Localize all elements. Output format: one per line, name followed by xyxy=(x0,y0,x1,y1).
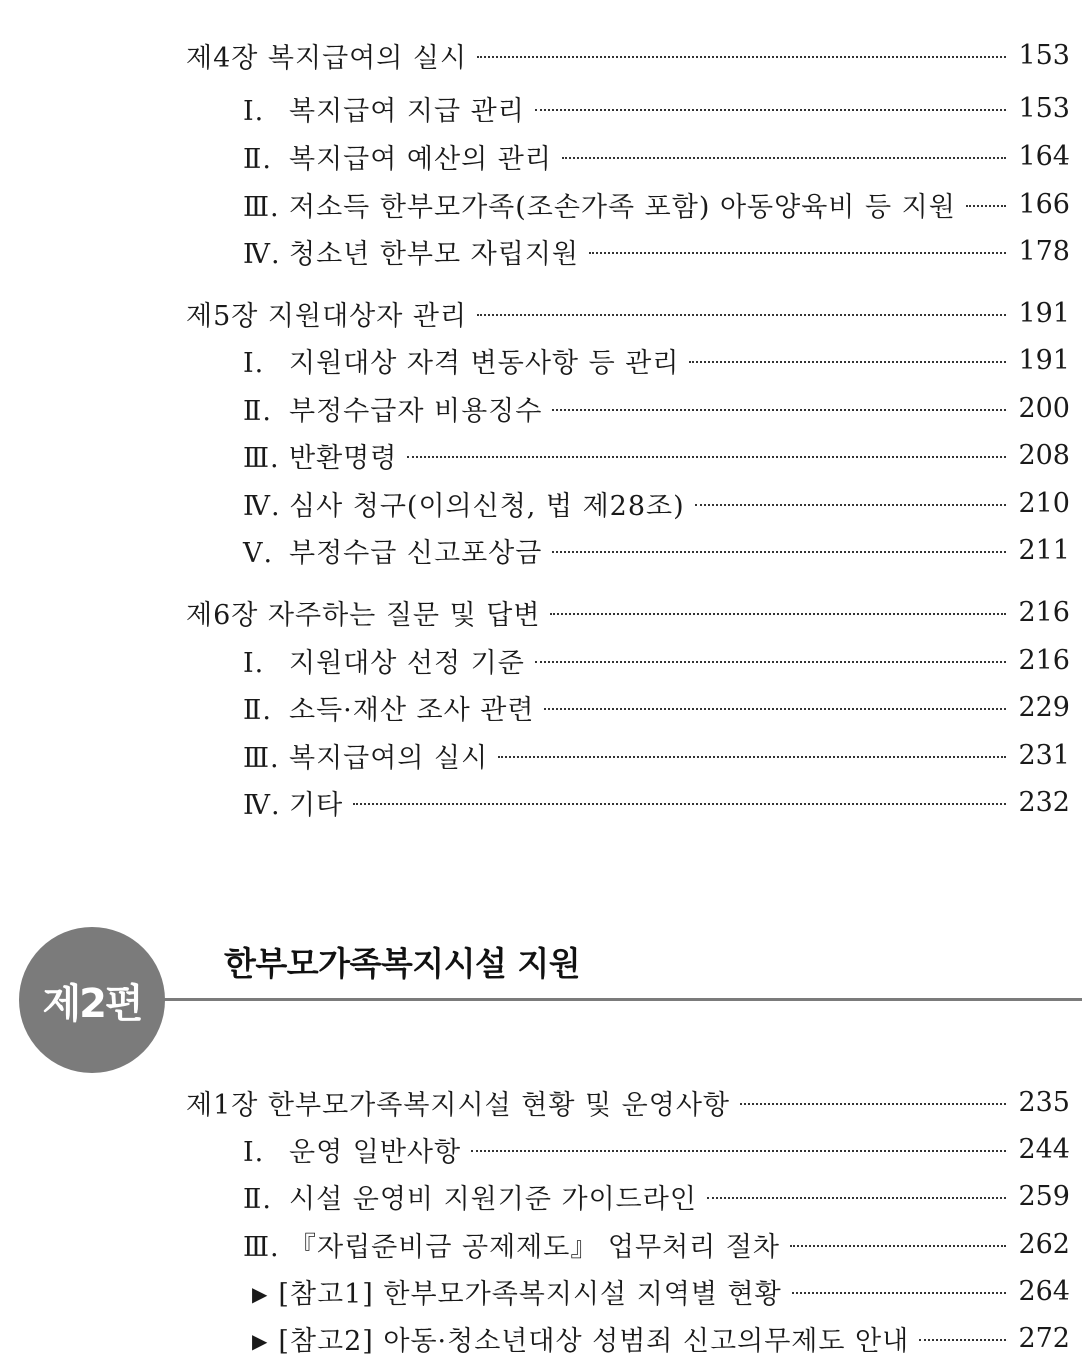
section-title: 지원대상 선정 기준 xyxy=(289,647,525,679)
page-number: 231 xyxy=(1018,739,1070,771)
section-title: 소득·재산 조사 관련 xyxy=(289,694,535,726)
page-number: 191 xyxy=(1018,297,1070,329)
toc-section[interactable] xyxy=(243,184,1070,224)
section-title: 부정수급 신고포상금 xyxy=(289,537,543,569)
chapter-title: 제1장 한부모가족복지시설 현황 및 운영사항 xyxy=(186,1089,730,1121)
section-numeral: Ⅰ. xyxy=(243,95,265,127)
dot-leader xyxy=(477,56,1006,58)
toc-section[interactable] xyxy=(243,340,1070,380)
dot-leader xyxy=(562,157,1007,159)
toc-section[interactable] xyxy=(243,1176,1070,1216)
page-number: 191 xyxy=(1018,344,1070,376)
triangle-bullet-icon: ▶ xyxy=(252,1328,269,1353)
part-divider-line xyxy=(150,998,1082,1001)
toc-reference[interactable] xyxy=(252,1271,1070,1311)
section-title: 심사 청구(이의신청, 법 제28조) xyxy=(289,490,685,522)
toc-chapter-5[interactable] xyxy=(186,293,1070,333)
chapter-title: 제5장 지원대상자 관리 xyxy=(186,300,468,332)
section-numeral: Ⅳ. xyxy=(243,238,281,270)
page-number: 178 xyxy=(1018,235,1070,267)
section-title: 복지급여 예산의 관리 xyxy=(289,143,552,175)
page-number: 232 xyxy=(1018,786,1070,818)
section-title: 시설 운영비 지원기준 가이드라인 xyxy=(289,1183,697,1215)
toc-section[interactable] xyxy=(243,231,1070,271)
dot-leader xyxy=(535,661,1007,663)
section-title: 반환명령 xyxy=(289,442,398,474)
section-title: 『자립준비금 공제제도』 업무처리 절차 xyxy=(289,1231,780,1263)
dot-leader xyxy=(792,1292,1007,1294)
toc-section[interactable] xyxy=(243,782,1070,822)
page-number: 210 xyxy=(1018,487,1070,519)
dot-leader xyxy=(695,504,1007,506)
page-number: 229 xyxy=(1018,691,1070,723)
section-numeral: Ⅳ. xyxy=(243,789,281,821)
section-numeral: Ⅲ. xyxy=(243,191,280,223)
toc-section[interactable] xyxy=(243,483,1070,523)
toc-section[interactable] xyxy=(243,687,1070,727)
toc-section[interactable] xyxy=(243,388,1070,428)
triangle-bullet-icon: ▶ xyxy=(252,1281,269,1306)
page-number: 216 xyxy=(1018,644,1070,676)
dot-leader xyxy=(552,409,1006,411)
page-number: 244 xyxy=(1018,1133,1070,1165)
section-numeral: Ⅳ. xyxy=(243,490,281,522)
section-numeral: Ⅰ. xyxy=(243,647,265,679)
dot-leader xyxy=(966,205,1007,207)
page-number: 153 xyxy=(1018,39,1070,71)
part-badge xyxy=(19,927,165,1073)
section-numeral: Ⅱ. xyxy=(243,395,272,427)
page-number: 200 xyxy=(1018,392,1070,424)
section-numeral: Ⅰ. xyxy=(243,1136,265,1168)
section-title: 복지급여의 실시 xyxy=(289,742,489,774)
dot-leader xyxy=(498,756,1006,758)
dot-leader xyxy=(550,613,1006,615)
toc-section[interactable] xyxy=(243,1224,1070,1264)
dot-leader xyxy=(477,314,1006,316)
section-title: 기타 xyxy=(289,789,344,821)
page-number: 166 xyxy=(1018,188,1070,220)
toc-section[interactable] xyxy=(243,530,1070,570)
part-title: 한부모가족복지시설 지원 xyxy=(224,944,581,983)
section-title: 운영 일반사항 xyxy=(289,1136,462,1168)
section-numeral: Ⅰ. xyxy=(243,347,265,379)
page-number: 264 xyxy=(1018,1275,1070,1307)
dot-leader xyxy=(707,1197,1007,1199)
section-numeral: Ⅴ. xyxy=(243,537,274,569)
page-number: 211 xyxy=(1018,534,1070,566)
section-title: 지원대상 자격 변동사항 등 관리 xyxy=(289,347,680,379)
section-title: 저소득 한부모가족(조손가족 포함) 아동양육비 등 지원 xyxy=(289,191,956,223)
dot-leader xyxy=(471,1150,1006,1152)
section-numeral: Ⅱ. xyxy=(243,1183,272,1215)
reference-title: [참고1] 한부모가족복지시설 지역별 현황 xyxy=(278,1278,782,1310)
page-number: 272 xyxy=(1018,1322,1070,1354)
dot-leader xyxy=(535,109,1007,111)
toc-section[interactable] xyxy=(243,435,1070,475)
toc-chapter-6[interactable] xyxy=(186,592,1070,632)
page-number: 153 xyxy=(1018,92,1070,124)
toc-section[interactable] xyxy=(243,88,1070,128)
toc-chapter-1[interactable] xyxy=(186,1082,1070,1122)
part-badge-label: 제2편 xyxy=(42,980,142,1027)
section-numeral: Ⅲ. xyxy=(243,1231,280,1263)
page-number: 164 xyxy=(1018,140,1070,172)
page-number: 259 xyxy=(1018,1180,1070,1212)
toc-section[interactable] xyxy=(243,136,1070,176)
dot-leader xyxy=(790,1245,1006,1247)
toc-chapter-4[interactable] xyxy=(186,35,1070,75)
dot-leader xyxy=(689,361,1006,363)
page-number: 216 xyxy=(1018,596,1070,628)
dot-leader xyxy=(919,1339,1006,1341)
section-numeral: Ⅲ. xyxy=(243,742,280,774)
section-numeral: Ⅱ. xyxy=(243,694,272,726)
toc-section[interactable] xyxy=(243,735,1070,775)
page-number: 235 xyxy=(1018,1086,1070,1118)
section-title: 복지급여 지급 관리 xyxy=(289,95,525,127)
section-title: 청소년 한부모 자립지원 xyxy=(289,238,579,270)
dot-leader xyxy=(353,803,1006,805)
page-number: 262 xyxy=(1018,1228,1070,1260)
toc-section[interactable] xyxy=(243,640,1070,680)
page-number: 208 xyxy=(1018,439,1070,471)
dot-leader xyxy=(589,252,1006,254)
toc-reference[interactable] xyxy=(252,1318,1070,1358)
toc-section[interactable] xyxy=(243,1129,1070,1169)
chapter-title: 제6장 자주하는 질문 및 답변 xyxy=(186,599,541,631)
chapter-title: 제4장 복지급여의 실시 xyxy=(186,42,468,74)
dot-leader xyxy=(407,456,1006,458)
section-title: 부정수급자 비용징수 xyxy=(289,395,543,427)
dot-leader xyxy=(552,551,1006,553)
section-numeral: Ⅱ. xyxy=(243,143,272,175)
dot-leader xyxy=(740,1103,1006,1105)
dot-leader xyxy=(544,708,1006,710)
reference-title: [참고2] 아동·청소년대상 성범죄 신고의무제도 안내 xyxy=(278,1325,910,1357)
section-numeral: Ⅲ. xyxy=(243,442,280,474)
